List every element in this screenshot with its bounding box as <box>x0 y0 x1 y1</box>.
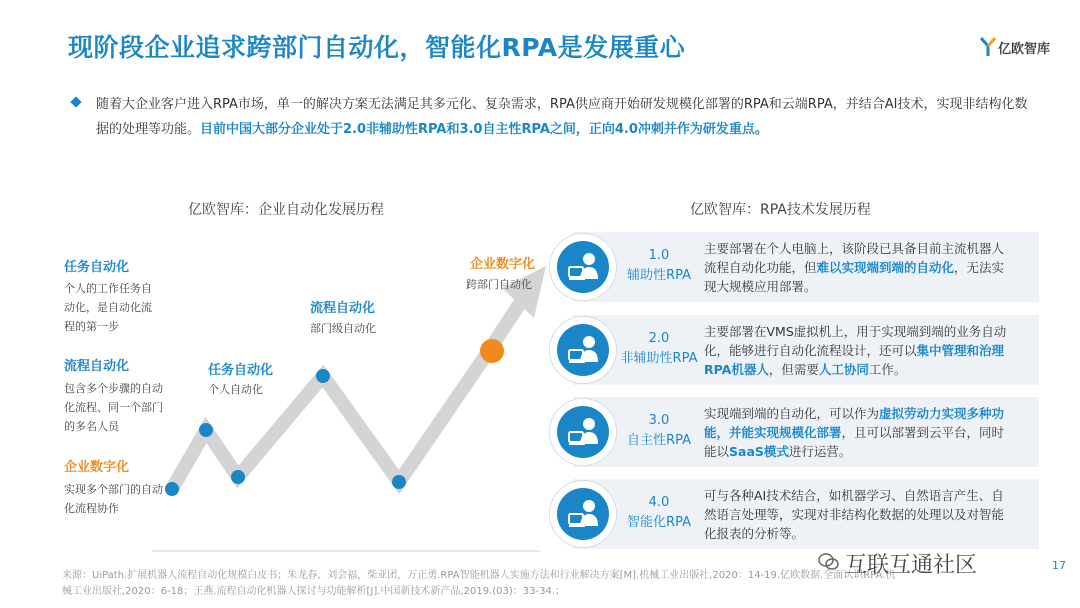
intro-highlight: 目前中国大部分企业处于2.0非辅助性RPA和3.0自主性RPA之间，正向4.0冲刺并作为研发重点。 <box>200 122 768 137</box>
stage-title-process: 流程自动化 <box>64 359 130 374</box>
card-desc-text: 实现端到端的自动化，可以作为 <box>704 406 880 421</box>
card-desc-highlight: 难以实现端到端的自动化 <box>816 260 955 275</box>
point-desc-task: 个人自动化 <box>208 383 263 396</box>
card-desc-highlight: 人工协同 <box>818 362 869 377</box>
rpa-stage-card <box>549 315 1039 385</box>
point-title-process: 流程自动化 <box>310 301 376 316</box>
card-version: 2.0 <box>648 331 670 346</box>
card-desc-text: ，无法实现大规模应用部署。 <box>704 260 1005 294</box>
card-name: 非辅助性RPA <box>620 351 698 366</box>
point-desc-process: 部门级自动化 <box>310 322 376 335</box>
wechat-icon <box>818 552 840 572</box>
card-desc-highlight: SaaS模式 <box>729 444 789 459</box>
card-description <box>704 404 1014 461</box>
card-label <box>615 329 703 369</box>
stage-desc-enterprise: 实现多个部门的自动化流程协作 <box>64 483 163 515</box>
point-title-enterprise: 企业数字化 <box>470 257 536 272</box>
card-name: 智能化RPA <box>627 515 691 530</box>
stage-desc-task: 个人的工作任务自动化，是自动化流程的第一步 <box>64 282 152 333</box>
rpa-stage-card <box>549 397 1039 467</box>
robot-user-icon <box>557 324 609 376</box>
card-version: 1.0 <box>648 248 670 263</box>
card-desc-text: ，但需要 <box>768 362 819 377</box>
right-panel-subtitle: 亿欧智库：RPA技术发展历程 <box>690 202 871 218</box>
card-version: 3.0 <box>648 413 670 428</box>
card-description <box>704 322 1014 379</box>
timeline-dot <box>231 470 245 484</box>
card-name: 自主性RPA <box>627 433 691 448</box>
card-desc-text: ，且可以部署到云平台，同时能以 <box>704 425 1005 459</box>
card-circle <box>549 316 617 384</box>
intro-text: 随着大企业客户进入RPA市场，单一的解决方案无法满足其多元化、复杂需求，RPA供应商开始研发规模化部署的RPA和云端RPA，并结合AI技术，实现非结构化数据的处理等功能。 <box>96 97 1028 137</box>
source-citation: 来源：UiPath.扩展机器人流程自动化规模白皮书；朱龙春，刘会福，柴亚团，万正勇.RPA智能机器人实施方法和行业解决方案[M].机械工业出版社,2020：14-19.亿欧数据.全面认识RPA.机械工业出版社,2020：6-18；王燕.流程自动化机器人探讨与功能解析[J].中国新技术新产品,2019.(03)：33-34.； <box>62 570 896 597</box>
robot-user-icon <box>557 488 609 540</box>
page-title: 现阶段企业追求跨部门自动化，智能化RPA是发展重心 <box>68 33 686 62</box>
timeline-dot <box>165 482 179 496</box>
card-label <box>615 493 703 533</box>
timeline-dot <box>316 369 330 383</box>
stage-title-task: 任务自动化 <box>64 260 130 275</box>
card-desc-highlight: 虚拟劳动力实现多种功能，并能实现规模化部署 <box>704 406 1005 440</box>
card-desc-text: 工作。 <box>868 362 907 377</box>
card-desc-highlight: 集中管理和治理RPA机器人 <box>704 343 1005 377</box>
timeline-final-dot <box>480 339 504 363</box>
timeline-dot <box>199 423 213 437</box>
card-name: 辅助性RPA <box>627 268 691 283</box>
robot-user-icon <box>557 406 609 458</box>
card-circle <box>549 480 617 548</box>
card-desc-text: 主要部署在个人电脑上，该阶段已具备目前主流机器人流程自动化功能，但 <box>704 241 1005 275</box>
card-desc-text: 可与各种AI技术结合，如机器学习、自然语言产生、自然语言处理等，实现对非结构化数据的处理以及对智能化报表的分析等。 <box>704 488 1005 541</box>
card-desc-text: 进行运营。 <box>788 444 852 459</box>
page-number: 17 <box>1052 559 1066 572</box>
card-label <box>615 411 703 451</box>
stage-desc-process: 包含多个步骤的自动化流程、同一个部门的多名人员 <box>64 382 163 433</box>
rpa-stage-card <box>549 479 1039 549</box>
card-version: 4.0 <box>648 495 670 510</box>
point-title-task: 任务自动化 <box>208 363 274 378</box>
point-desc-enterprise: 跨部门自动化 <box>466 278 532 291</box>
left-panel-subtitle: 亿欧智库：企业自动化发展历程 <box>188 202 384 218</box>
logo-text: 亿欧智库 <box>998 42 1051 57</box>
watermark-text: 互联互通社区 <box>845 553 978 578</box>
card-description <box>704 486 1014 543</box>
card-circle <box>549 398 617 466</box>
stage-title-enterprise: 企业数字化 <box>64 460 130 475</box>
card-label <box>615 246 703 286</box>
robot-user-icon <box>557 241 609 293</box>
card-description <box>704 239 1014 296</box>
timeline-dot <box>392 475 406 489</box>
rpa-stage-card <box>549 232 1039 302</box>
card-desc-text: 主要部署在VMS虚拟机上，用于实现端到端的业务自动化，能够进行自动化流程设计，还可以 <box>704 324 1007 358</box>
card-circle <box>549 233 617 301</box>
